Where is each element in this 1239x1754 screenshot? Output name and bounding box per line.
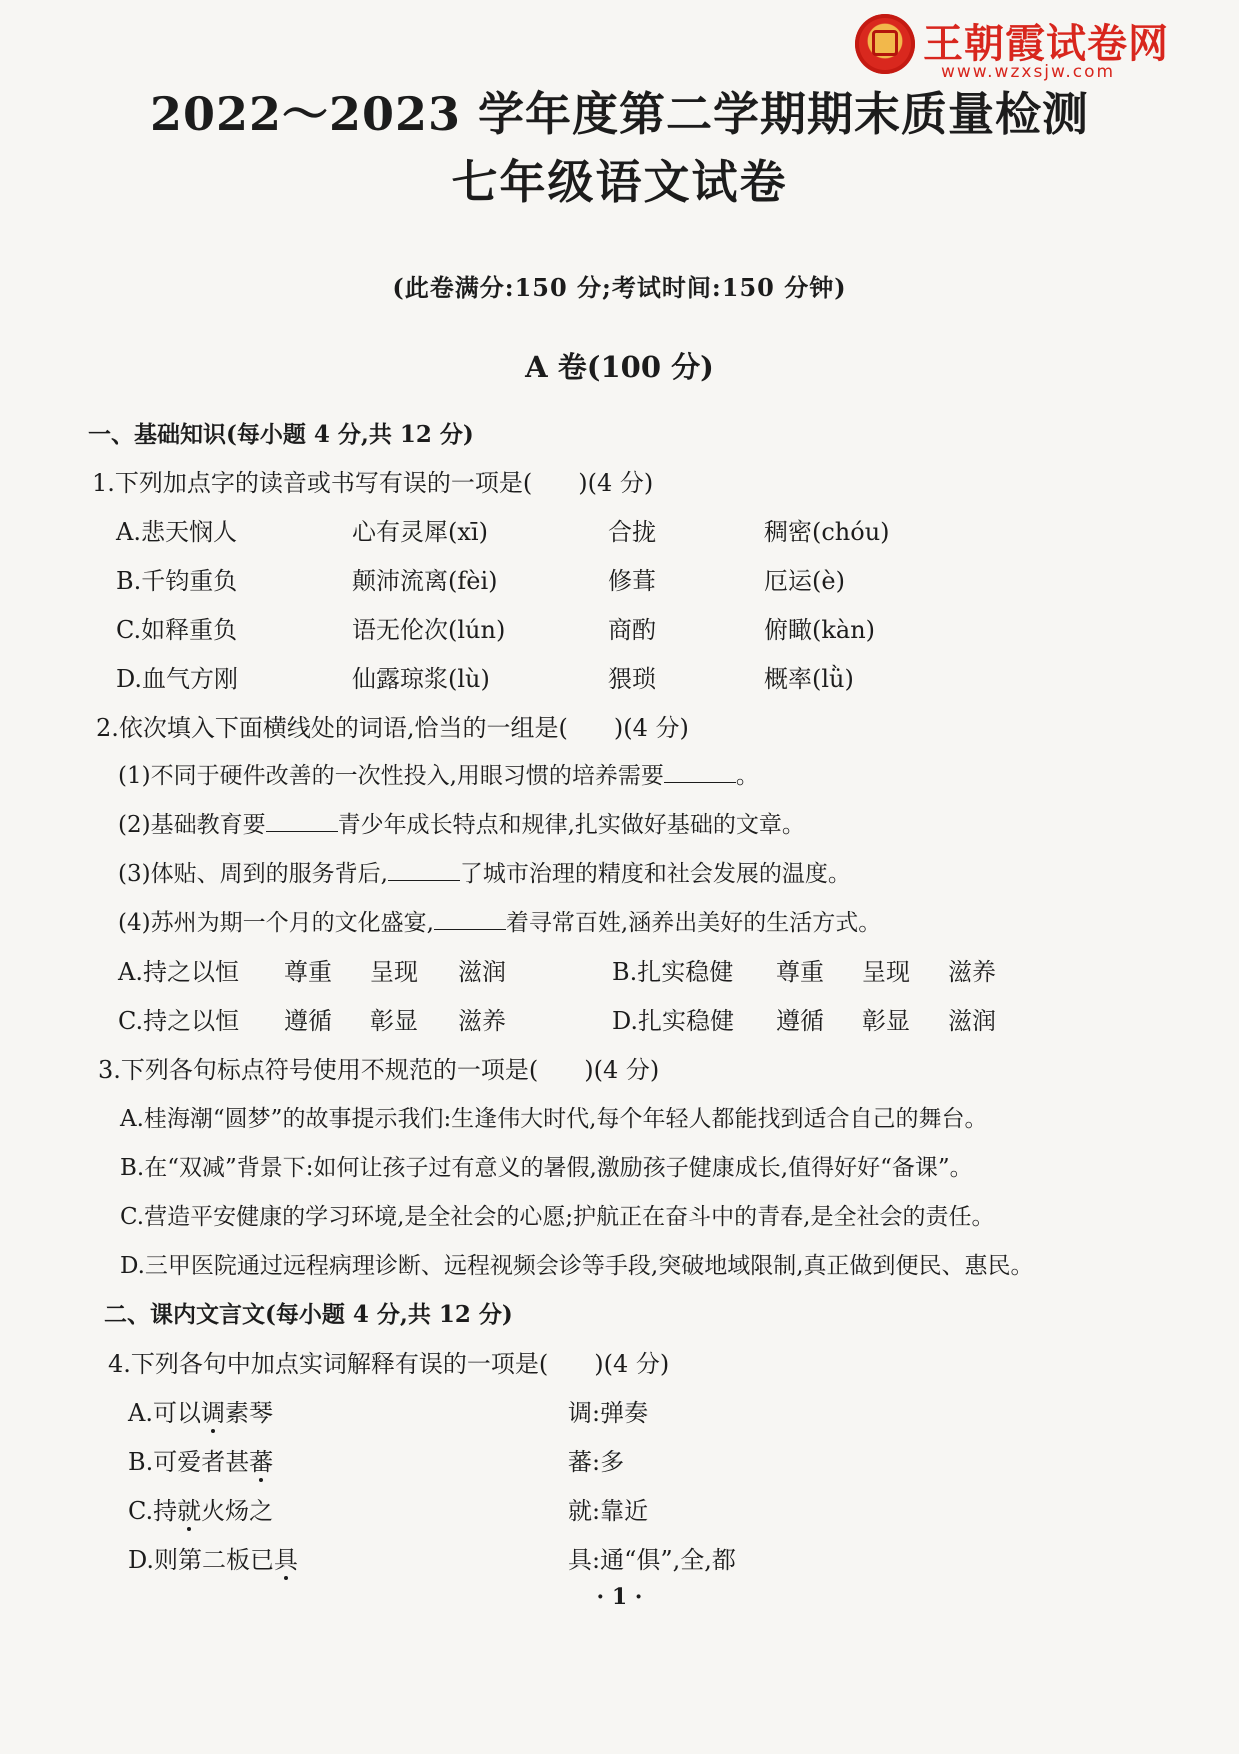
option-text: C.持 [128,1497,178,1525]
question-4 [108,1347,669,1381]
q2-option-d-2: 遵循 [776,1007,824,1035]
question-1 [92,466,653,500]
question-text: 1.下列加点字的读音或书写 [92,469,379,497]
q3-option-c: C.营造平安健康的学习环境,是全社会的心愿;护航正在奋斗中的青春,是全社会的责任。 [120,1204,995,1230]
q2-option-b-1: B.扎实稳健 [612,958,734,986]
q3-option-b: B.在“双减”背景下:如何让孩子过有意义的暑假,激励孩子健康成长,值得好好“备课”。 [120,1155,973,1181]
q4-option-c [128,1494,273,1528]
sentence-text: 。 [735,763,759,789]
q2-option-c-4: 滋养 [458,1007,506,1035]
option-text: 火炀之 [201,1497,274,1525]
fill-blank [266,809,338,832]
sentence-text: 青少年成长特点和规律,扎实做好基础的文章。 [337,812,805,838]
option-d-term-1: D.血气方刚 [116,665,239,693]
option-c-term-4: 俯瞰(kàn) [764,616,876,644]
sentence-text: (1)不同于硬件改善的一次性投入,用眼习惯的培养需要 [118,763,664,789]
question-2 [96,711,689,745]
q4-gloss-b: 蕃:多 [568,1448,625,1476]
q2-option-a-3: 呈现 [370,958,418,986]
watermark-logo [855,14,1185,80]
q4-gloss-a: 调:弹奏 [568,1399,649,1427]
sentence-text: 着寻常百姓,涵养出美好的生活方式。 [505,910,882,936]
seal-icon [855,14,915,74]
question-text: 的一项是( [442,1350,549,1378]
question-text: 4.下列各句中加点实词解释 [108,1350,395,1378]
option-a-term-3: 合拢 [608,518,656,546]
sentence-text: (3)体贴、周到的服务背后, [118,861,388,887]
option-d-term-3: 猥琐 [608,665,656,693]
q2-option-a-4: 滋润 [458,958,506,986]
sentence-text: (4)苏州为期一个月的文化盛宴, [118,910,434,936]
q4-option-b [128,1445,273,1479]
page-number: · 1 · [596,1584,643,1610]
question-text: 的一项是( [426,469,533,497]
sentence-text: (2)基础教育要 [118,812,266,838]
option-text: B.可爱者甚 [128,1448,250,1476]
option-c-term-3: 商酌 [608,616,656,644]
question-text: 的一项是( [432,1056,539,1084]
option-b-term-3: 修葺 [608,567,656,595]
watermark-url: www.wzxsjw.com [941,62,1116,82]
option-text: A.可以 [128,1399,201,1427]
exam-meta: (此卷满分:150 分;考试时间:150 分钟) [392,273,847,302]
question-score: )(4 分) [584,1056,660,1084]
sentence-2 [118,808,805,842]
q4-gloss-c: 就:靠近 [568,1497,649,1525]
fill-blank [664,760,736,783]
emphasis-text: 不规范 [360,1056,433,1084]
option-b-term-1: B.千钧重负 [116,567,238,595]
q2-option-c-1: C.持之以恒 [118,1007,240,1035]
q4-option-a [128,1396,273,1430]
option-d-term-4: 概率(lǜ) [764,665,854,693]
q2-option-d-1: D.扎实稳健 [612,1007,735,1035]
question-score: )(4 分) [594,1350,670,1378]
section-heading: 二、课内文言文(每小题 4 分,共 12 分) [104,1301,513,1328]
sentence-3 [118,857,851,891]
option-b-term-2: 颠沛流离(fèi) [352,567,498,595]
emphasis-text: 有误 [378,469,427,497]
q2-option-d-4: 滋润 [948,1007,996,1035]
question-text: 2.依次填入下面横线处的词语, [96,714,415,742]
dotted-word: 具 [274,1546,299,1574]
q2-option-b-2: 尊重 [776,958,824,986]
option-b-term-4: 厄运(è) [764,567,845,595]
question-text: 的一组是( [462,714,568,742]
dotted-word: 调 [200,1399,225,1427]
sentence-4 [118,906,881,940]
option-text: D.则第二板已 [128,1546,275,1574]
q4-option-d [128,1543,298,1577]
exam-subtitle: 七年级语文试卷 [451,155,788,209]
option-a-term-2: 心有灵犀(xī) [352,518,488,546]
question-text: 3.下列各句标点符号使用 [98,1056,361,1084]
option-a-term-1: A.悲天悯人 [116,518,237,546]
option-d-term-2: 仙露琼浆(lù) [352,665,490,693]
emphasis-text: 恰当 [414,714,463,742]
option-c-term-2: 语无伦次(lún) [352,616,506,644]
option-text: 素琴 [224,1399,273,1427]
q3-option-d: D.三甲医院通过远程病理诊断、远程视频会诊等手段,突破地域限制,真正做到便民、惠民。 [120,1253,1034,1279]
fill-blank [388,858,460,881]
q2-option-c-2: 遵循 [284,1007,332,1035]
q2-option-b-4: 滋养 [948,958,996,986]
watermark-name: 王朝霞试卷网 [923,21,1169,67]
q2-option-a-2: 尊重 [284,958,332,986]
q2-option-d-3: 彰显 [862,1007,910,1035]
question-score: )(4 分) [578,469,654,497]
volume-heading: A 卷(100 分) [525,350,714,384]
option-a-term-4: 稠密(chóu) [764,518,890,546]
option-c-term-1: C.如释重负 [116,616,238,644]
sentence-1 [118,759,759,793]
q4-gloss-d: 具:通“俱”,全,都 [568,1546,736,1574]
sentence-text: 了城市治理的精度和社会发展的温度。 [459,861,851,887]
q2-option-b-3: 呈现 [862,958,910,986]
fill-blank [434,907,506,930]
question-3 [98,1053,659,1087]
exam-title: 2022～2023 学年度第二学期期末质量检测 [149,87,1090,141]
emphasis-text: 有误 [394,1350,443,1378]
q2-option-a-1: A.持之以恒 [118,958,239,986]
dotted-word: 就 [177,1497,202,1525]
q3-option-a: A.桂海潮“圆梦”的故事提示我们:生逢伟大时代,每个年轻人都能找到适合自己的舞台。 [120,1106,988,1132]
section-heading: 一、基础知识(每小题 4 分,共 12 分) [88,421,474,448]
q2-option-c-3: 彰显 [370,1007,418,1035]
question-score: )(4 分) [613,714,689,742]
dotted-word: 蕃 [249,1448,274,1476]
